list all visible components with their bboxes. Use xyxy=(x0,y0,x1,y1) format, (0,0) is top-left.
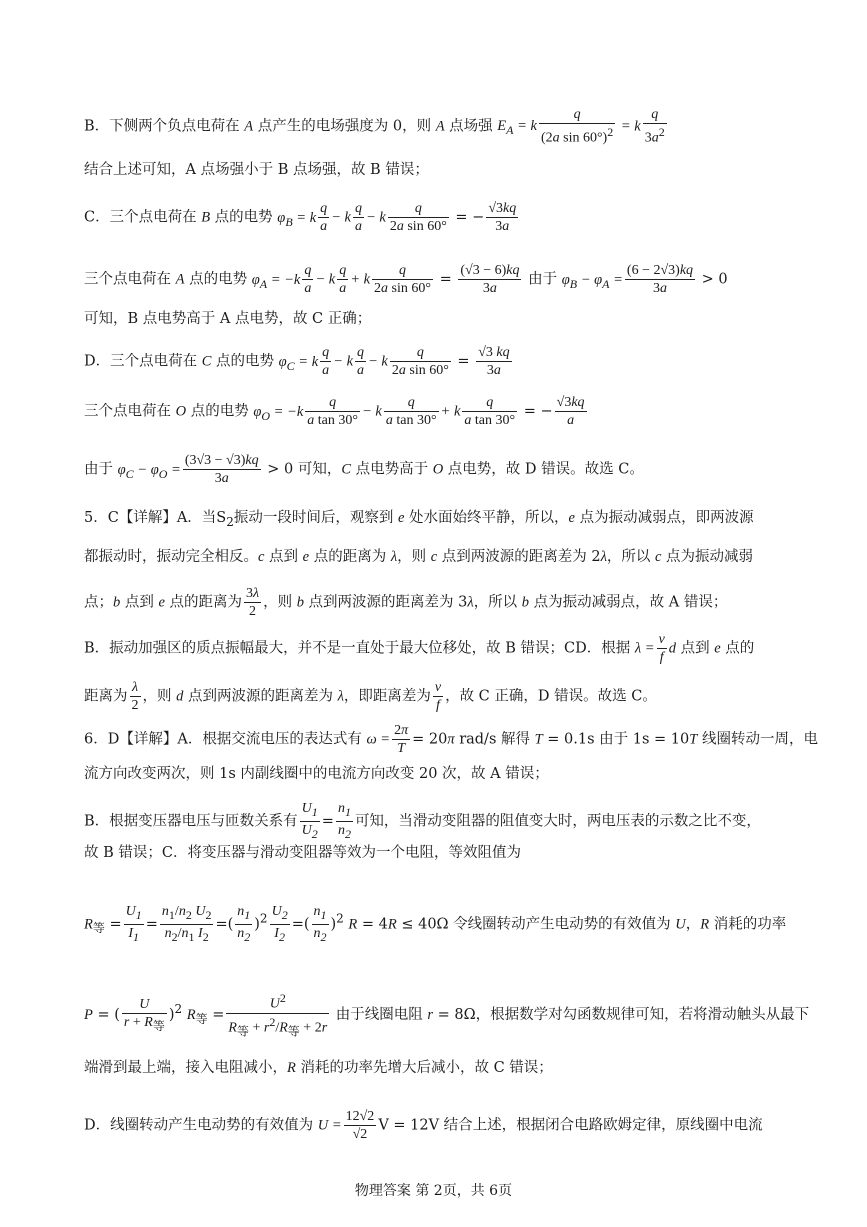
line-d3: 由于 $\varphi_C - \varphi_O$ = $\frac{(3√3 - √3)kq}{3a}$ > 0 可知，C 点电势高于 O 点电势，故 D 错误。故选 C。 xyxy=(84,453,644,486)
d3-text2: 可知，C 点电势高于 O 点电势，故 D 错误。故选 C。 xyxy=(297,461,644,478)
line-q6-3: B．根据变压器电压与匝数关系有 $\frac{U_1}{U_2}$ = $\frac{n_1}{n_2}$ 可知，当滑动变阻器的阻值变大时，两电压表的示数之比不变， xyxy=(84,801,761,841)
b1-frac2: $\frac{q}{3a^2}$ xyxy=(644,107,665,146)
line-q5-3: 点；b 点到 e 点的距离为 $\frac{3\lambda}{2}$ ，则 b 点到两波源的距离差为 3λ，所以 b 点为振动减弱点，故 A 错误； xyxy=(84,586,728,619)
line-q5-1: 5．C【详解】A．当$S_2$振动一段时间后，观察到 e 处水面始终平静，所以，e 点为振动减弱点，即两波源 xyxy=(84,510,754,529)
line-q6-4: 故 B 错误；C．将变压器与滑动变阻器等效为一个电阻，等效阻值为 xyxy=(84,845,521,861)
b1-frac1: $\frac{q}{(2a \sin 60^\circ)^2}$ xyxy=(540,107,614,146)
line-d1: D．三个点电荷在 C 点的电势 $\varphi_C = k$ $\frac{q}{a}$ − k $\frac{q}{a}$ − k $\frac{q}{\text{2a sin 60°}}$ = $\frac{√3 kq}{3a}$ xyxy=(84,345,510,378)
q6-6-text: 由于线圈电阻 r = 8Ω，根据数学对勾函数规律可知，若将滑动触头从最下 xyxy=(335,1007,810,1024)
c2-text: 三个点电荷在 A 点的电势 xyxy=(84,271,248,288)
c2-text2: 由于 xyxy=(528,271,558,288)
b1-text: B．下侧两个负点电荷在 A 点产生的电场强度为 0，则 A 点场强 xyxy=(84,118,493,135)
line-q6-1: 6．D【详解】A．根据交流电压的表达式有 ω = $\frac{2\pi}{T}$ = 20π rad/s 解得 T = 0.1s 由于 1s = 10T 线圈转动一周，电 xyxy=(84,723,818,756)
c1-text: C．三个点电荷在 B 点的电势 xyxy=(84,209,273,226)
d3-text1: 由于 xyxy=(84,461,113,478)
line-b1: B．下侧两个负点电荷在 A 点产生的电场强度为 0，则 A 点场强 $E_A = k$ $\frac{q}{(2a \sin 60^\circ)^2}$ = k $\frac{q}{3a^2}$ xyxy=(84,107,665,146)
line-b2: 结合上述可知，A 点场强小于 B 点场强，故 B 错误； xyxy=(84,162,429,178)
line-q6-6: P = ( $\frac{U}{r + R_等}$ )$^2$ $R_等$ = $\frac{U^2}{R_等 + r^2/R_等 + 2r}$ 由于线圈电阻 r = 8Ω，根据数学对勾函数规律可知，若将滑动触头从最下 xyxy=(84,991,810,1039)
line-d2: 三个点电荷在 O 点的电势 $\varphi_O = -k$ $\frac{q}{\text{a tan 30°}}$ − k $\frac{q}{\text{a tan 30°}}$ + k $\frac{q}{\text{a tan 30°}}$ = − $\frac{√3kq}{a}$ xyxy=(84,395,585,428)
page-footer: 物理答案 第 2页，共 6页 xyxy=(354,1183,513,1199)
d2-text: 三个点电荷在 O 点的电势 xyxy=(84,403,249,420)
line-c3: 可知，B 点电势高于 A 点电势，故 C 正确； xyxy=(84,311,372,327)
line-q5-4: B．振动加强区的质点振幅最大，并不是一直处于最大位移处，故 B 错误；CD．根据 λ = $\frac{v}{f}$ d 点到 e 点的 xyxy=(84,632,755,665)
d1-text: D．三个点电荷在 C 点的电势 xyxy=(84,353,275,370)
line-c1: C．三个点电荷在 B 点的电势 $\varphi_B = k$ $\frac{q}{a}$ − k $\frac{q}{a}$ − k $\frac{q}{\text{2a sin 60°}}$ = − $\frac{√3kq}{3a}$ xyxy=(84,201,517,234)
line-q6-5: $R_等$ = $\frac{U_1}{I_1}$ = $\frac{n_1/n_2 U_2}{n_2/n_1 I_2}$ =( $\frac{n_1}{n_2}$ )$^2$ $\frac{U_2}{I_2}$ =( $\frac{n_1}{n_2}$ )$^2$ R = 4R ≤ 40Ω 令线圈转动产生电动势的有效值为 U，R 消耗的功率 xyxy=(84,904,787,944)
line-q5-2: 都振动时，振动完全相反。c 点到 e 点的距离为 λ，则 c 点到两波源的距离差为 2λ，所以 c 点为振动减弱 xyxy=(84,549,754,565)
q6-5-text: 令线圈转动产生电动势的有效值为 U，R 消耗的功率 xyxy=(453,916,787,933)
b1-formula: $E_A = k$ xyxy=(497,118,537,138)
line-q5-5: 距离为 $\frac{\lambda}{2}$ ，则 d 点到两波源的距离差为 λ，即距离差为 $\frac{v}{f}$ ，故 C 正确，D 错误。故选 C。 xyxy=(84,680,657,713)
line-q6-2: 流方向改变两次，则 1s 内副线圈中的电流方向改变 20 次，故 A 错误； xyxy=(84,766,549,782)
line-c2: 三个点电荷在 A 点的电势 $\varphi_A = -k$ $\frac{q}{a}$ − k $\frac{q}{a}$ + k $\frac{q}{\text{2a sin 60°}}$ = $\frac{(√3 - 6)kq}{3a}$ 由于 $\varphi_B - \varphi_A$ = $\frac{(6 - 2√3)kq}{3a}$ > 0 xyxy=(84,263,728,296)
line-q6-8: D．线圈转动产生电动势的有效值为 U = $\frac{12√2}{√2}$ V = 12V 结合上述，根据闭合电路欧姆定律，原线圈中电流 xyxy=(84,1109,763,1142)
line-q6-7: 端滑到最上端，接入电阻减小，R 消耗的功率先增大后减小，故 C 错误； xyxy=(84,1060,553,1076)
